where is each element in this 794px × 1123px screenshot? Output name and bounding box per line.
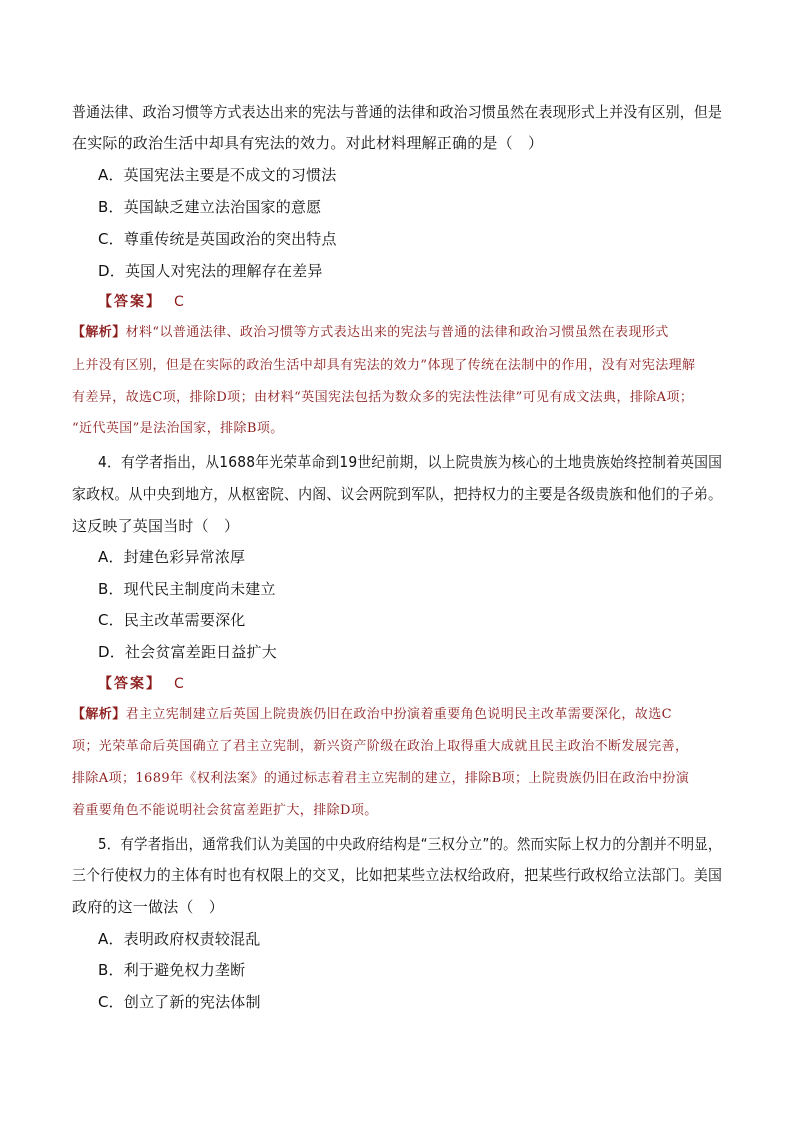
q3-answer xyxy=(98,292,184,312)
q5-option-a: A．表明政府权责较混乱 xyxy=(98,930,261,948)
q3-analysis-line-2: 上并没有区别，但是在实际的政治生活中却具有宪法的效力”体现了传统在法制中的作用，没有对宪法理解 xyxy=(72,358,696,373)
analysis-label: 【解析】 xyxy=(72,707,126,722)
q3-stem-line-2: 在实际的政治生活中却具有宪法的效力。对此材料理解正确的是（ ） xyxy=(72,134,544,152)
q3-analysis-line-1 xyxy=(72,324,669,342)
q4-stem-line-2: 家政权。从中央到地方，从枢密院、内阁、议会两院到军队，把持权力的主要是各级贵族和他们的子弟。 xyxy=(72,485,723,503)
q4-option-d: D．社会贫富差距日益扩大 xyxy=(98,643,277,661)
q3-analysis-line-3: 有差异，故选C项，排除D项；由材料“英国宪法包括为数众多的宪法性法律”可见有成文法典，排除A项； xyxy=(72,390,694,405)
q3-analysis-line-4: “近代英国”是法治国家，排除B项。 xyxy=(72,421,284,436)
q4-analysis-line-2: 项；光荣革命后英国确立了君主立宪制，新兴资产阶级在政治上取得重大成就且民主政治不断发展完善， xyxy=(72,739,689,754)
q4-option-c: C．民主改革需要深化 xyxy=(98,611,246,629)
q4-analysis-line-3: 排除A项；1689年《权利法案》的通过标志着君主立宪制的建立，排除B项；上院贵族仍旧在政治中扮演 xyxy=(72,771,690,786)
q3-option-c: C．尊重传统是英国政治的突出特点 xyxy=(98,230,337,248)
q4-option-b: B．现代民主制度尚未建立 xyxy=(98,580,276,598)
q3-option-d: D．英国人对宪法的理解存在差异 xyxy=(98,262,323,280)
q3-stem-line-1: 普通法律、政治习惯等方式表达出来的宪法与普通的法律和政治习惯虽然在表现形式上并没有区别，但是 xyxy=(72,103,723,121)
q5-stem-line-2: 三个行使权力的主体有时也有权限上的交叉，比如把某些立法权给政府，把某些行政权给立法部门。美国 xyxy=(72,866,723,884)
answer-value: C xyxy=(174,676,184,692)
q5-option-b: B．利于避免权力垄断 xyxy=(98,961,246,979)
q4-stem-line-3: 这反映了英国当时（ ） xyxy=(72,517,240,535)
analysis-text: 君主立宪制建立后英国上院贵族仍旧在政治中扮演着重要角色说明民主改革需要深化，故选C xyxy=(125,707,672,722)
q5-option-c: C．创立了新的宪法体制 xyxy=(98,993,261,1011)
answer-value: C xyxy=(174,294,184,310)
q3-option-b: B．英国缺乏建立法治国家的意愿 xyxy=(98,198,322,216)
q4-option-a: A．封建色彩异常浓厚 xyxy=(98,548,246,566)
analysis-text: 材料“以普通法律、政治习惯等方式表达出来的宪法与普通的法律和政治习惯虽然在表现形式 xyxy=(125,325,669,340)
q4-stem-line-1: 4．有学者指出，从1688年光荣革命到19世纪前期，以上院贵族为核心的土地贵族始终控制着英国国 xyxy=(98,453,723,471)
q3-option-a: A．英国宪法主要是不成文的习惯法 xyxy=(98,166,337,184)
analysis-label: 【解析】 xyxy=(72,325,126,340)
q5-stem-line-1: 5．有学者指出，通常我们认为美国的中央政府结构是“三权分立”的。然而实际上权力的分割并不明显， xyxy=(98,835,722,853)
answer-label: 【答案】 xyxy=(98,676,162,692)
answer-label: 【答案】 xyxy=(98,294,162,310)
q5-stem-line-3: 政府的这一做法（ ） xyxy=(72,898,225,916)
q4-answer xyxy=(98,674,184,694)
q4-analysis-line-4: 着重要角色不能说明社会贫富差距扩大，排除D项。 xyxy=(72,803,378,818)
q4-analysis-line-1 xyxy=(72,706,672,724)
